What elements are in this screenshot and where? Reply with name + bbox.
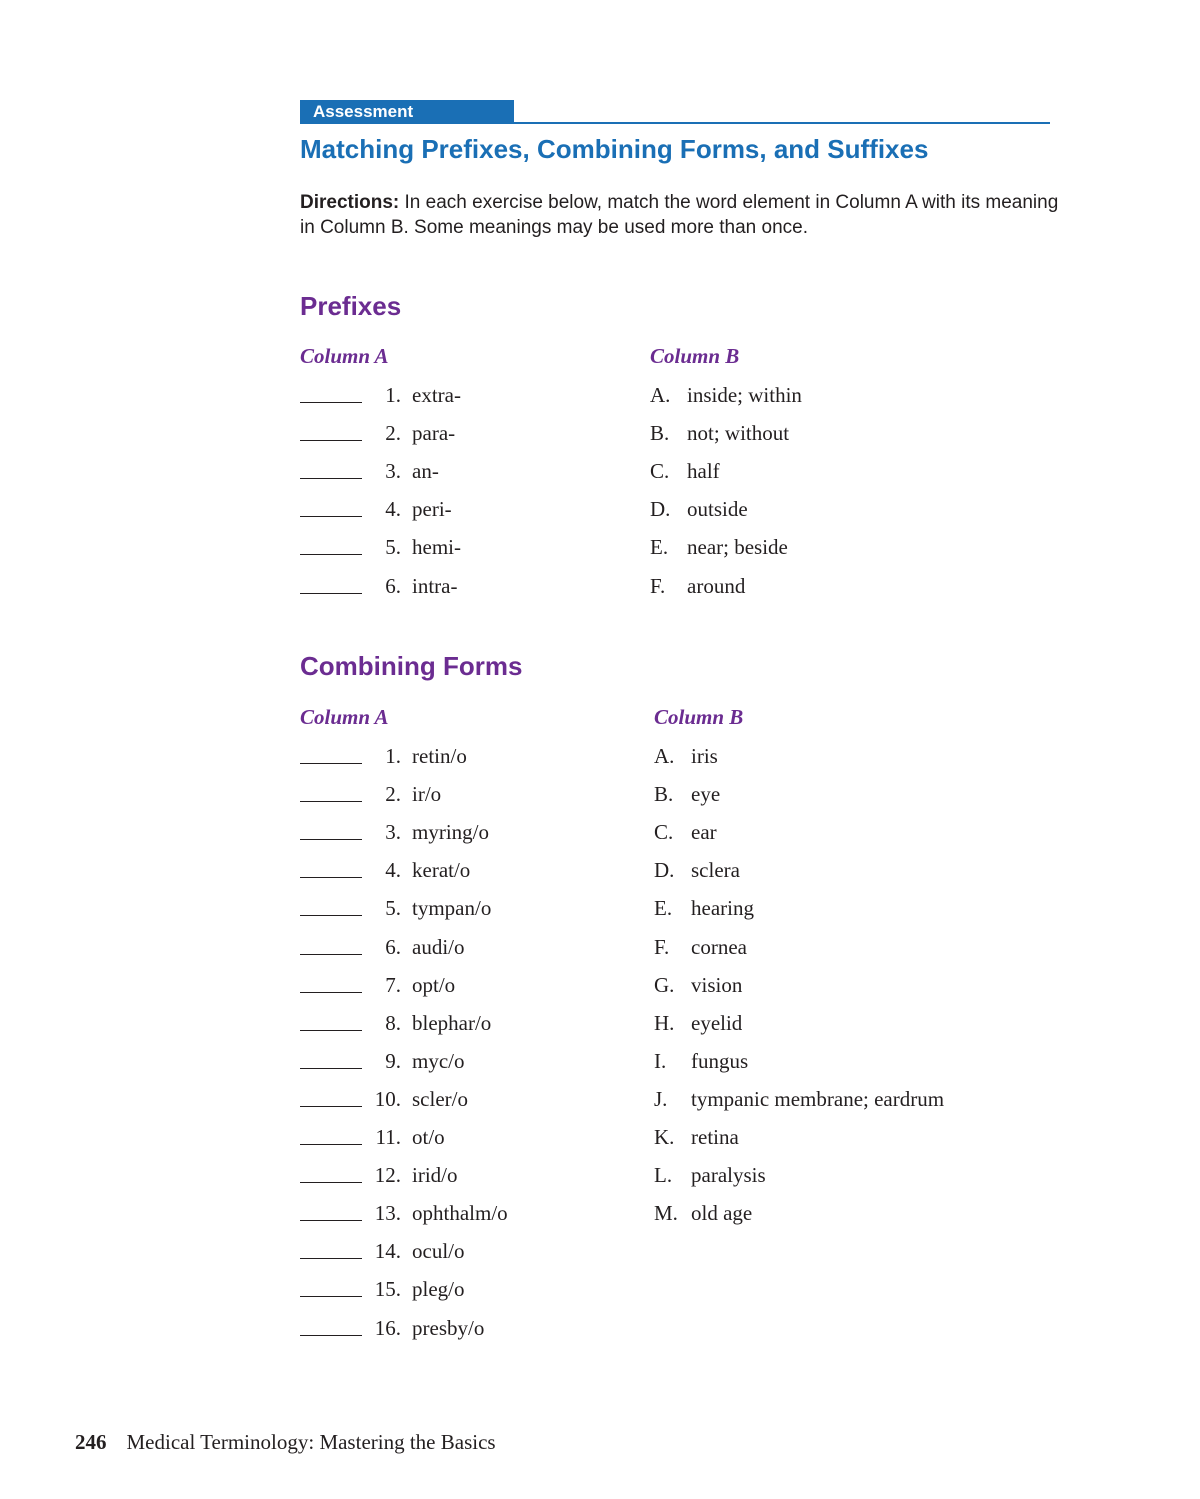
column-b-item <box>650 420 1050 458</box>
item-number: 2. <box>385 421 401 446</box>
item-number: 7. <box>385 972 401 997</box>
column-a-item <box>300 1086 630 1124</box>
column-a-item <box>300 1124 630 1162</box>
word-element: ot/o <box>412 1125 445 1149</box>
answer-blank[interactable] <box>300 1106 362 1107</box>
answer-blank[interactable] <box>300 593 362 594</box>
answer-blank[interactable] <box>300 1335 362 1336</box>
column-a-item <box>300 1162 630 1200</box>
answer-blank[interactable] <box>300 1220 362 1221</box>
item-number: 3. <box>385 820 401 845</box>
column-a-item <box>300 382 630 420</box>
column-a-item <box>300 934 630 972</box>
meaning-text: vision <box>691 972 743 997</box>
item-number: 5. <box>385 896 401 921</box>
column-a-item <box>300 781 630 819</box>
word-element: tympan/o <box>412 896 492 921</box>
column-a-item <box>300 819 630 857</box>
answer-blank[interactable] <box>300 915 362 916</box>
meaning-text: outside <box>687 497 748 522</box>
combining-forms-column-b-heading: Column B <box>654 705 744 729</box>
meaning-letter: K. <box>654 1125 675 1149</box>
word-element: pleg/o <box>412 1277 465 1302</box>
item-number: 11. <box>375 1125 401 1149</box>
meaning-letter: I. <box>654 1048 667 1073</box>
meaning-letter: A. <box>650 383 671 407</box>
word-element: ocul/o <box>412 1239 465 1264</box>
answer-blank[interactable] <box>300 1296 362 1297</box>
meaning-letter: E. <box>654 896 673 921</box>
combining-forms-column-a-heading: Column A <box>300 705 389 729</box>
item-number: 1. <box>385 744 401 768</box>
book-title: Medical Terminology: Mastering the Basics <box>126 1430 496 1454</box>
meaning-letter: C. <box>654 820 674 845</box>
word-element: retin/o <box>412 744 467 768</box>
meaning-letter: D. <box>654 858 675 883</box>
answer-blank[interactable] <box>300 1144 362 1145</box>
answer-blank[interactable] <box>300 877 362 878</box>
answer-blank[interactable] <box>300 1030 362 1031</box>
word-element: extra- <box>412 383 461 407</box>
column-b-item <box>650 573 1050 611</box>
answer-blank[interactable] <box>300 440 362 441</box>
directions-text: In each exercise below, match the word element in Column A with its meaning in Column B. Some meanings may be used more than once. <box>300 192 1059 238</box>
column-b-item <box>654 781 1054 819</box>
column-a-item <box>300 1238 630 1276</box>
column-b-item <box>654 857 1054 895</box>
word-element: myc/o <box>412 1048 465 1073</box>
word-element: peri- <box>412 497 452 522</box>
item-number: 15. <box>374 1277 401 1302</box>
meaning-text: eyelid <box>691 1010 743 1035</box>
item-number: 3. <box>385 459 401 484</box>
word-element: blephar/o <box>412 1010 492 1035</box>
word-element: para- <box>412 421 456 446</box>
answer-blank[interactable] <box>300 478 362 479</box>
column-b-item <box>650 382 1050 420</box>
answer-blank[interactable] <box>300 1182 362 1183</box>
column-b-item <box>650 496 1050 534</box>
meaning-letter: C. <box>650 459 670 484</box>
item-number: 4. <box>385 497 401 522</box>
meaning-letter: B. <box>650 421 670 446</box>
word-element: myring/o <box>412 820 489 845</box>
item-number: 6. <box>385 573 401 598</box>
column-a-item <box>300 1315 630 1353</box>
meaning-text: around <box>687 573 746 598</box>
answer-blank[interactable] <box>300 402 362 403</box>
page-title: Matching Prefixes, Combining Forms, and Suffixes <box>300 134 929 164</box>
answer-blank[interactable] <box>300 1068 362 1069</box>
word-element: intra- <box>412 573 458 598</box>
item-number: 6. <box>385 934 401 959</box>
meaning-text: inside; within <box>687 383 802 407</box>
meaning-text: cornea <box>691 934 747 959</box>
column-b-item <box>654 1010 1054 1048</box>
item-number: 12. <box>374 1163 401 1188</box>
item-number: 14. <box>374 1239 401 1264</box>
meaning-letter: F. <box>654 934 670 959</box>
item-number: 4. <box>385 858 401 883</box>
meaning-letter: L. <box>654 1163 673 1188</box>
prefixes-column-b-heading: Column B <box>650 344 740 368</box>
column-b-item <box>654 1162 1054 1200</box>
column-b-item <box>650 534 1050 572</box>
item-number: 1. <box>385 383 401 407</box>
meaning-text: old age <box>691 1201 753 1226</box>
answer-blank[interactable] <box>300 554 362 555</box>
answer-blank[interactable] <box>300 516 362 517</box>
meaning-text: tympanic membrane; eardrum <box>691 1086 945 1111</box>
meaning-letter: F. <box>650 573 666 598</box>
column-a-item <box>300 420 630 458</box>
item-number: 10. <box>374 1086 401 1111</box>
meaning-text: near; beside <box>687 535 788 560</box>
meaning-letter: A. <box>654 744 675 768</box>
item-number: 8. <box>385 1010 401 1035</box>
answer-blank[interactable] <box>300 801 362 802</box>
column-b-item <box>650 458 1050 496</box>
meaning-letter: M. <box>654 1201 678 1226</box>
meaning-letter: B. <box>654 782 674 807</box>
meaning-text: paralysis <box>691 1163 766 1188</box>
item-number: 13. <box>374 1201 401 1226</box>
answer-blank[interactable] <box>300 954 362 955</box>
column-a-item <box>300 458 630 496</box>
column-b-item <box>654 1086 1054 1124</box>
column-a-item <box>300 743 630 781</box>
word-element: presby/o <box>412 1315 485 1340</box>
column-a-item <box>300 1200 630 1238</box>
column-b-item <box>654 819 1054 857</box>
word-element: kerat/o <box>412 858 471 883</box>
directions <box>300 190 1060 240</box>
column-b-item <box>654 972 1054 1010</box>
assessment-tag: Assessment <box>300 100 514 122</box>
answer-blank[interactable] <box>300 992 362 993</box>
page-footer <box>75 1430 496 1455</box>
meaning-letter: E. <box>650 535 669 560</box>
column-b-item <box>654 1124 1054 1162</box>
meaning-letter: G. <box>654 972 675 997</box>
word-element: scler/o <box>412 1086 468 1111</box>
word-element: opt/o <box>412 972 456 997</box>
answer-blank[interactable] <box>300 1258 362 1259</box>
meaning-text: iris <box>691 744 718 768</box>
meaning-text: eye <box>691 782 721 807</box>
column-b-item <box>654 895 1054 933</box>
meaning-text: sclera <box>691 858 740 883</box>
combining-forms-heading: Combining Forms <box>300 651 523 681</box>
word-element: ophthalm/o <box>412 1201 508 1226</box>
meaning-letter: J. <box>654 1086 668 1111</box>
meaning-text: half <box>687 459 720 484</box>
item-number: 9. <box>385 1048 401 1073</box>
page-number: 246 <box>75 1430 107 1454</box>
column-b-item <box>654 1200 1054 1238</box>
column-a-item <box>300 1010 630 1048</box>
meaning-text: hearing <box>691 896 754 921</box>
banner-rule <box>300 122 1050 124</box>
word-element: an- <box>412 459 439 484</box>
column-a-item <box>300 573 630 611</box>
prefixes-heading: Prefixes <box>300 291 402 321</box>
word-element: audi/o <box>412 934 465 959</box>
column-a-item <box>300 895 630 933</box>
assessment-banner <box>300 100 1050 124</box>
item-number: 16. <box>374 1315 401 1340</box>
meaning-text: ear <box>691 820 717 845</box>
column-a-item <box>300 1048 630 1086</box>
answer-blank[interactable] <box>300 763 362 764</box>
column-b-item <box>654 1048 1054 1086</box>
column-a-item <box>300 1276 630 1314</box>
meaning-text: not; without <box>687 421 790 446</box>
column-a-item <box>300 496 630 534</box>
column-b-item <box>654 743 1054 781</box>
meaning-letter: D. <box>650 497 671 522</box>
directions-label: Directions: <box>300 192 400 213</box>
meaning-text: retina <box>691 1125 739 1149</box>
column-b-item <box>654 934 1054 972</box>
meaning-letter: H. <box>654 1010 675 1035</box>
item-number: 5. <box>385 535 401 560</box>
column-a-item <box>300 972 630 1010</box>
word-element: irid/o <box>412 1163 458 1188</box>
prefixes-column-a-heading: Column A <box>300 344 389 368</box>
answer-blank[interactable] <box>300 839 362 840</box>
column-a-item <box>300 857 630 895</box>
column-a-item <box>300 534 630 572</box>
meaning-text: fungus <box>691 1048 749 1073</box>
item-number: 2. <box>385 782 401 807</box>
word-element: hemi- <box>412 535 461 560</box>
word-element: ir/o <box>412 782 442 807</box>
